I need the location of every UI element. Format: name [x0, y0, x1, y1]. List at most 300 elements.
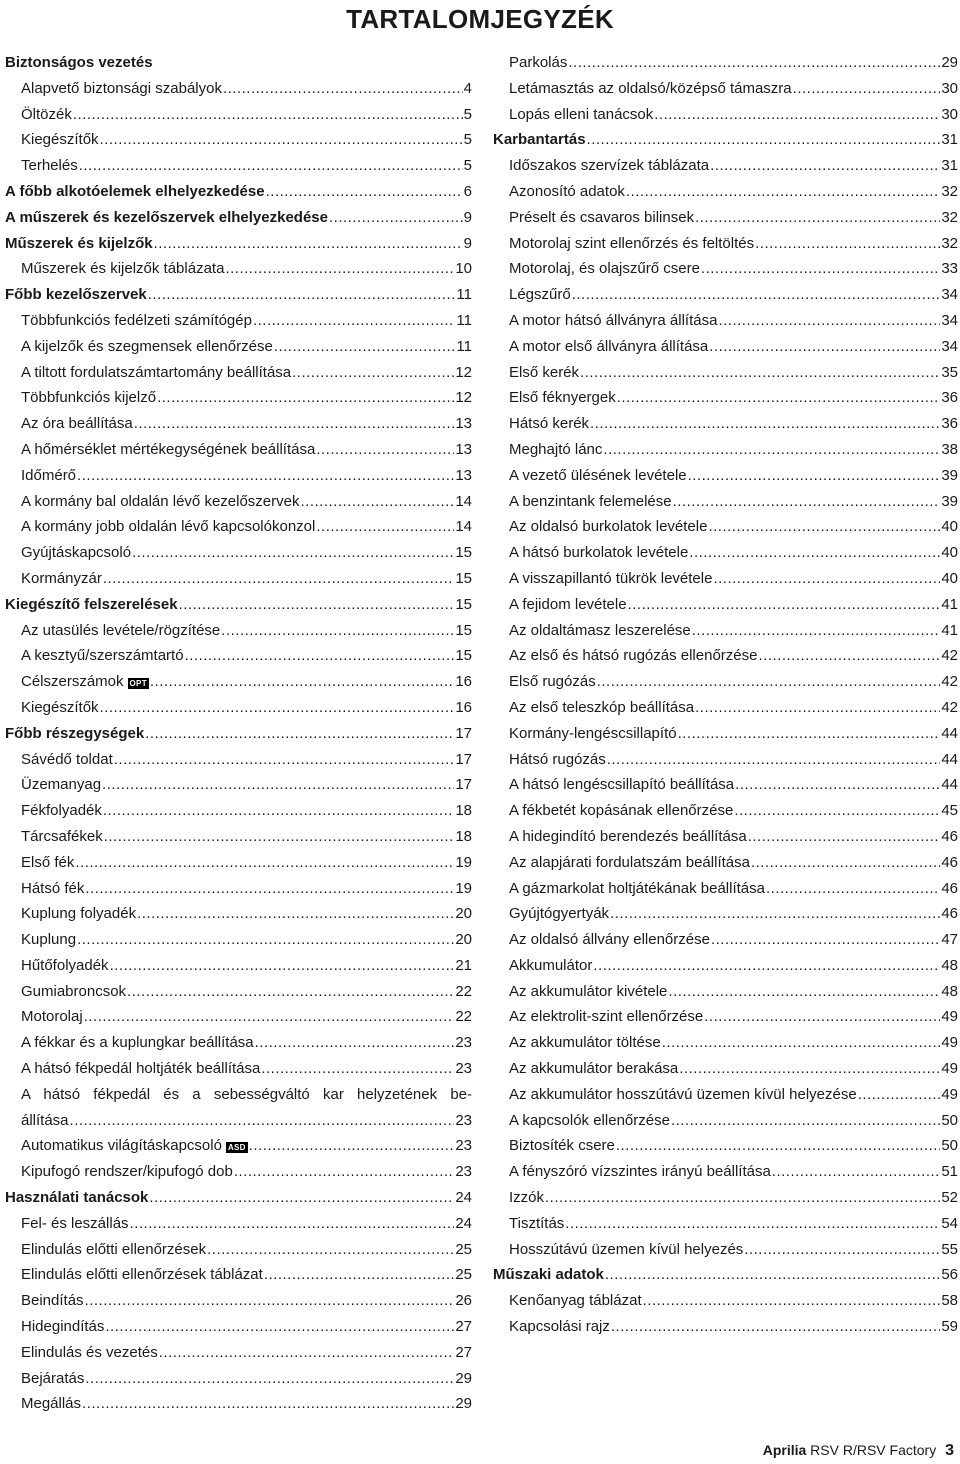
toc-entry[interactable]: [493, 231, 958, 257]
toc-entry[interactable]: [5, 411, 472, 437]
toc-entry[interactable]: [493, 334, 958, 360]
toc-page-number: 34: [941, 286, 958, 304]
toc-page-number: 47: [941, 931, 958, 949]
toc-page-number: 30: [941, 79, 958, 97]
toc-page-number: 23: [455, 1137, 472, 1155]
dot-leader: [127, 979, 454, 1005]
toc-entry-label: Kormány-lengéscsillapító: [509, 724, 677, 742]
toc-page-number: 29: [455, 1369, 472, 1387]
asd-badge-icon: ASD: [227, 1143, 246, 1153]
toc-page-number: 10: [455, 260, 472, 278]
toc-entry[interactable]: [493, 592, 958, 618]
toc-page-number: 48: [941, 956, 958, 974]
toc-entry-label: Gyújtáskapcsoló: [21, 544, 132, 562]
toc-entry[interactable]: [493, 824, 958, 850]
toc-page-number: 58: [941, 1292, 958, 1310]
toc-entry[interactable]: [493, 1004, 958, 1030]
toc-entry-label: Az akkumulátor kivétele: [509, 982, 668, 1000]
dot-leader: [70, 1108, 455, 1134]
toc-entry-label: Időmérő: [21, 466, 77, 484]
toc-entry[interactable]: [5, 127, 472, 153]
toc-page-number: 52: [941, 1189, 958, 1207]
toc-entry[interactable]: [5, 76, 472, 102]
toc-page-number: 15: [455, 647, 472, 665]
toc-page-number: 42: [941, 698, 958, 716]
dot-leader: [114, 747, 455, 773]
toc-entry-label: Az óra beállítása: [21, 415, 133, 433]
toc-entry[interactable]: [5, 1082, 472, 1134]
toc-entry[interactable]: [493, 927, 958, 953]
toc-entry-label: Kiegészítők: [21, 698, 99, 716]
toc-entry-label: Akkumulátor: [509, 956, 593, 974]
toc-entry[interactable]: [5, 927, 472, 953]
dot-leader: [568, 50, 940, 76]
toc-entry-label: Hosszútávú üzemen kívül helyezés: [509, 1240, 744, 1258]
toc-entry-label: A visszapillantó tükrök levétele: [509, 569, 713, 587]
dot-leader: [679, 1056, 940, 1082]
toc-entry[interactable]: [493, 901, 958, 927]
toc-entry[interactable]: [5, 1030, 472, 1056]
dot-leader: [300, 489, 454, 515]
dot-leader: [103, 566, 454, 592]
toc-entry-label: Beindítás: [21, 1292, 84, 1310]
toc-entry-label: Főbb kezelőszervek: [5, 286, 147, 304]
toc-entry[interactable]: [5, 824, 472, 850]
dot-leader: [148, 282, 456, 308]
toc-page-number: 13: [455, 440, 472, 458]
dot-leader: [587, 127, 941, 153]
toc-entry-label: Elindulás előtti ellenőrzések: [21, 1240, 207, 1258]
dot-leader: [85, 1366, 454, 1392]
toc-entry[interactable]: [5, 385, 472, 411]
toc-page-number: 22: [455, 1008, 472, 1026]
toc-entry[interactable]: [5, 437, 472, 463]
toc-entry-label: A műszerek és kezelőszervek elhelyezkedése: [5, 208, 328, 226]
toc-entry[interactable]: [5, 876, 472, 902]
toc-entry[interactable]: [493, 876, 958, 902]
toc-entry-label: Az oldaltámasz leszerelése: [509, 621, 691, 639]
toc-entry[interactable]: [493, 1288, 958, 1314]
dot-leader: [695, 695, 940, 721]
toc-entry-label: A fékkar és a kuplungkar beállítása: [21, 1034, 254, 1052]
toc-entry-label-line2: állítása: [21, 1111, 69, 1129]
toc-entry[interactable]: [493, 540, 958, 566]
toc-entry[interactable]: [493, 1030, 958, 1056]
dot-leader: [858, 1082, 941, 1108]
toc-page-number: 14: [455, 518, 472, 536]
toc-entry[interactable]: [5, 1056, 472, 1082]
dot-leader: [103, 798, 454, 824]
toc-page-number: 34: [941, 311, 958, 329]
toc-page-number: 24: [455, 1214, 472, 1232]
dot-leader: [709, 334, 940, 360]
toc-entry-label: Fékfolyadék: [21, 802, 102, 820]
toc-page-number: 40: [941, 544, 958, 562]
toc-entry-label: Alapvető biztonsági szabályok: [21, 79, 222, 97]
toc-page-number: 36: [941, 389, 958, 407]
toc-page-number: 51: [941, 1163, 958, 1181]
dot-leader: [253, 308, 455, 334]
toc-page-number: 32: [941, 234, 958, 252]
dot-leader: [701, 256, 940, 282]
toc-entry-label: Elindulás és vezetés: [21, 1343, 158, 1361]
dot-leader: [134, 411, 455, 437]
toc-entry-label: A hidegindító berendezés beállítása: [509, 827, 747, 845]
toc-entry-label: Első féknyergek: [509, 389, 616, 407]
dot-leader: [590, 411, 940, 437]
toc-entry-label: Az utasülés levétele/rögzítése: [21, 621, 221, 639]
toc-entry[interactable]: [493, 669, 958, 695]
toc-page-number: 45: [941, 802, 958, 820]
dot-leader: [607, 747, 941, 773]
toc-entry[interactable]: [493, 463, 958, 489]
toc-entry[interactable]: [493, 514, 958, 540]
dot-leader: [77, 463, 454, 489]
dot-leader: [157, 385, 454, 411]
dot-leader: [766, 876, 940, 902]
toc-entry-label-continued: [5, 1108, 472, 1134]
toc-entry-label: Lopás elleni tanácsok: [509, 105, 654, 123]
toc-page-number: 16: [455, 673, 472, 691]
toc-entry[interactable]: [493, 153, 958, 179]
toc-left-column: [5, 50, 472, 1417]
dot-leader: [605, 1262, 940, 1288]
toc-page-number: 26: [455, 1292, 472, 1310]
toc-page-number: 59: [941, 1318, 958, 1336]
toc-entry-label: Letámasztás az oldalsó/középső támaszra: [509, 79, 792, 97]
toc-entry-label: Az akkumulátor berakása: [509, 1060, 679, 1078]
toc-entry-label: Terhelés: [21, 157, 78, 175]
toc-page-number: 30: [941, 105, 958, 123]
dot-leader: [751, 850, 940, 876]
dot-leader: [274, 334, 456, 360]
toc-section-heading[interactable]: [5, 205, 472, 231]
toc-entry[interactable]: [5, 566, 472, 592]
toc-entry-label: Légszűrő: [509, 286, 571, 304]
toc-page-number: 46: [941, 879, 958, 897]
toc-entry[interactable]: [493, 256, 958, 282]
toc-page-number: 50: [941, 1111, 958, 1129]
toc-entry-label: A hátsó burkolatok levétele: [509, 544, 689, 562]
toc-entry-label: Parkolás: [509, 54, 568, 71]
dot-leader: [82, 1391, 454, 1417]
dot-leader: [673, 489, 941, 515]
toc-entry-label: Sávédő toldat: [21, 750, 113, 768]
toc-entry-label: A kapcsolók ellenőrzése: [509, 1111, 670, 1129]
toc-page-number: 25: [455, 1240, 472, 1258]
toc-entry[interactable]: [493, 1314, 958, 1340]
toc-page-number: 35: [941, 363, 958, 381]
toc-entry[interactable]: [5, 489, 472, 515]
toc-entry[interactable]: [5, 772, 472, 798]
toc-page-number: 18: [455, 827, 472, 845]
toc-entry-label: Kapcsolási rajz: [509, 1318, 610, 1336]
toc-page-number: 23: [455, 1034, 472, 1052]
toc-entry-label: Bejáratás: [21, 1369, 85, 1387]
dot-leader: [735, 772, 940, 798]
toc-entry-label: Többfunkciós kijelző: [21, 389, 157, 407]
toc-entry[interactable]: [5, 1262, 472, 1288]
dot-leader: [580, 360, 940, 386]
dot-leader: [603, 437, 940, 463]
toc-entry[interactable]: [5, 1366, 472, 1392]
toc-page-number: 50: [941, 1137, 958, 1155]
toc-entry[interactable]: [5, 1237, 472, 1263]
toc-page-number: 11: [456, 311, 472, 329]
toc-entry[interactable]: [493, 953, 958, 979]
toc-section-heading[interactable]: [493, 127, 958, 153]
toc-entry-label: Automatikus világításkapcsoló: [21, 1137, 222, 1155]
toc-entry[interactable]: [5, 256, 472, 282]
dot-leader: [758, 643, 940, 669]
dot-leader: [708, 514, 940, 540]
toc-entry[interactable]: [493, 695, 958, 721]
toc-entry[interactable]: [493, 1133, 958, 1159]
toc-entry-label: Kipufogó rendszer/kipufogó dob: [21, 1163, 233, 1181]
toc-entry[interactable]: [5, 1288, 472, 1314]
toc-section-heading[interactable]: [493, 1262, 958, 1288]
dot-leader: [671, 1108, 940, 1134]
toc-page-number: 44: [941, 724, 958, 742]
toc-entry-label: Első fék: [21, 853, 75, 871]
toc-entry-label: Az oldalsó állvány ellenőrzése: [509, 931, 710, 949]
toc-entry-label: Az első és hátsó rugózás ellenőrzése: [509, 647, 758, 665]
dot-leader: [132, 540, 454, 566]
toc-entry-label: Használati tanácsok: [5, 1189, 149, 1207]
toc-entry[interactable]: [493, 979, 958, 1005]
dot-leader: [185, 643, 455, 669]
toc-page-number: 46: [941, 853, 958, 871]
toc-page-number: 12: [455, 363, 472, 381]
toc-page-number: 22: [455, 982, 472, 1000]
toc-entry[interactable]: [493, 643, 958, 669]
toc-page-number: 34: [941, 337, 958, 355]
toc-entry[interactable]: [5, 463, 472, 489]
toc-entry[interactable]: [493, 618, 958, 644]
footer-brand: Aprilia: [762, 1442, 807, 1458]
toc-page-number: 24: [455, 1189, 472, 1207]
toc-entry-label: Kenőanyag táblázat: [509, 1292, 642, 1310]
dot-leader: [616, 1133, 940, 1159]
toc-section-heading[interactable]: [5, 282, 472, 308]
toc-entry[interactable]: [5, 953, 472, 979]
toc-entry[interactable]: [5, 308, 472, 334]
footer-model: RSV R/RSV Factory: [810, 1442, 937, 1458]
toc-entry[interactable]: [5, 669, 472, 695]
toc-page-number: 40: [941, 518, 958, 536]
toc-page-number: 32: [941, 208, 958, 226]
toc-page-number: 11: [456, 337, 472, 355]
dot-leader: [734, 798, 940, 824]
toc-page-number: 33: [941, 260, 958, 278]
toc-entry[interactable]: [493, 772, 958, 798]
toc-page-number: 14: [455, 492, 472, 510]
toc-entry[interactable]: [5, 514, 472, 540]
toc-entry-label: A fényszóró vízszintes irányú beállítása: [509, 1163, 771, 1181]
dot-leader: [292, 360, 454, 386]
dot-leader: [100, 695, 455, 721]
toc-page-number: 56: [941, 1266, 958, 1284]
toc-entry[interactable]: [5, 1133, 472, 1159]
toc-page-number: 5: [463, 105, 472, 123]
toc-entry[interactable]: [493, 798, 958, 824]
dot-leader: [234, 1159, 454, 1185]
toc-entry[interactable]: [5, 360, 472, 386]
toc-entry[interactable]: [493, 385, 958, 411]
dot-leader: [264, 1262, 455, 1288]
toc-entry[interactable]: [493, 179, 958, 205]
toc-page-number: 23: [455, 1111, 472, 1129]
dot-leader: [688, 463, 941, 489]
toc-entry[interactable]: [5, 1314, 472, 1340]
toc-entry[interactable]: [493, 1211, 958, 1237]
toc-page-number: 44: [941, 776, 958, 794]
toc-entry[interactable]: [5, 1159, 472, 1185]
dot-leader: [223, 76, 463, 102]
toc-entry-label: Gyújtógyertyák: [509, 905, 610, 923]
toc-entry[interactable]: [493, 205, 958, 231]
toc-entry-label: A motor első állványra állítása: [509, 337, 709, 355]
toc-entry[interactable]: [493, 50, 958, 76]
toc-page-number: 49: [941, 1034, 958, 1052]
toc-entry-label: A kormány bal oldalán lévő kezelőszervek: [21, 492, 300, 510]
toc-entry[interactable]: [5, 1004, 472, 1030]
toc-page-number: 15: [455, 569, 472, 587]
toc-entry-label: A benzintank felemelése: [509, 492, 672, 510]
toc-entry[interactable]: [5, 1391, 472, 1417]
opt-badge-icon: OPT: [129, 679, 147, 689]
toc-entry[interactable]: [5, 618, 472, 644]
toc-entry[interactable]: [5, 798, 472, 824]
toc-entry-label: Motorolaj: [21, 1008, 83, 1026]
dot-leader: [710, 153, 940, 179]
toc-entry[interactable]: [493, 76, 958, 102]
toc-page-number: 54: [941, 1214, 958, 1232]
toc-page-number: 46: [941, 905, 958, 923]
toc-page-number: 6: [463, 182, 472, 200]
toc-section-heading[interactable]: [5, 721, 472, 747]
page-title: TARTALOMJEGYZÉK: [346, 4, 614, 34]
dot-leader: [261, 1056, 454, 1082]
toc-entry-label: A tiltott fordulatszámtartomány beállítása: [21, 363, 292, 381]
dot-leader: [772, 1159, 941, 1185]
toc-entry[interactable]: [5, 695, 472, 721]
toc-entry[interactable]: [493, 1082, 958, 1108]
toc-page-number: 39: [941, 492, 958, 510]
toc-entry[interactable]: [5, 643, 472, 669]
toc-page-number: 20: [455, 905, 472, 923]
toc-section-heading[interactable]: [5, 50, 472, 76]
toc-entry[interactable]: [493, 411, 958, 437]
toc-section-heading[interactable]: [5, 231, 472, 257]
toc-entry[interactable]: [493, 850, 958, 876]
toc-entry[interactable]: [493, 721, 958, 747]
toc-entry[interactable]: [5, 1211, 472, 1237]
toc-section-heading[interactable]: [5, 592, 472, 618]
toc-section-heading[interactable]: [5, 179, 472, 205]
toc-entry-label: Tárcsafékek: [21, 827, 103, 845]
toc-entry[interactable]: [5, 901, 472, 927]
dot-leader: [668, 979, 940, 1005]
toc-entry[interactable]: [493, 102, 958, 128]
dot-leader: [316, 437, 454, 463]
toc-entry[interactable]: [5, 102, 472, 128]
toc-entry-label: Izzók: [509, 1189, 545, 1207]
toc-page-number: 18: [455, 802, 472, 820]
toc-entry-label: Hátsó fék: [21, 879, 85, 897]
dot-leader: [628, 592, 941, 618]
toc-page-number: 27: [455, 1343, 472, 1361]
toc-page-number: 15: [455, 621, 472, 639]
toc-page-number: 13: [455, 466, 472, 484]
toc-right-column: [493, 50, 958, 1340]
toc-page-number: 31: [941, 131, 958, 149]
toc-entry[interactable]: [5, 153, 472, 179]
toc-page-number: 42: [941, 673, 958, 691]
footer-page-number: 3: [945, 1442, 954, 1459]
toc-page-number: 41: [941, 595, 958, 613]
toc-entry[interactable]: [493, 282, 958, 308]
dot-leader: [110, 953, 455, 979]
toc-entry[interactable]: [493, 747, 958, 773]
dot-leader: [565, 1211, 940, 1237]
toc-entry-label: Az elektrolit-szint ellenőrzése: [509, 1008, 704, 1026]
toc-entry[interactable]: [493, 566, 958, 592]
toc-page-number: 17: [455, 776, 472, 794]
toc-entry-label: Az alapjárati fordulatszám beállítása: [509, 853, 750, 871]
dot-leader: [713, 566, 940, 592]
toc-entry[interactable]: [493, 437, 958, 463]
toc-page-number: 15: [455, 595, 472, 613]
toc-entry[interactable]: [493, 1237, 958, 1263]
dot-leader: [79, 153, 463, 179]
toc-entry[interactable]: [5, 850, 472, 876]
toc-entry-label: A motor hátsó állványra állítása: [509, 311, 718, 329]
dot-leader: [316, 514, 454, 540]
dot-leader: [704, 1004, 940, 1030]
toc-entry[interactable]: [5, 1340, 472, 1366]
toc-page-number: 23: [455, 1163, 472, 1181]
toc-entry[interactable]: [493, 489, 958, 515]
dot-leader: [793, 76, 941, 102]
toc-entry[interactable]: [493, 1056, 958, 1082]
toc-entry-label: Kuplung folyadék: [21, 905, 137, 923]
toc-entry[interactable]: [493, 360, 958, 386]
toc-section-heading[interactable]: [5, 1185, 472, 1211]
dot-leader: [626, 179, 940, 205]
toc-entry-label: Motorolaj, és olajszűrő csere: [509, 260, 700, 278]
toc-entry-label: Műszaki adatok: [493, 1266, 604, 1284]
toc-entry-label: A főbb alkotóelemek elhelyezkedése: [5, 182, 265, 200]
toc-entry[interactable]: [5, 540, 472, 566]
toc-entry-label: A hátsó lengéscsillapító beállítása: [509, 776, 735, 794]
toc-entry-label: Préselt és csavaros bilinsek: [509, 208, 695, 226]
dot-leader: [137, 901, 454, 927]
toc-entry-label: Megállás: [21, 1395, 82, 1413]
dot-leader: [221, 618, 454, 644]
toc-entry[interactable]: [5, 334, 472, 360]
toc-entry[interactable]: [5, 747, 472, 773]
toc-entry-label: Biztosíték csere: [509, 1137, 615, 1155]
toc-entry[interactable]: [493, 1159, 958, 1185]
toc-entry[interactable]: [5, 979, 472, 1005]
toc-entry[interactable]: [493, 1108, 958, 1134]
toc-entry[interactable]: [493, 1185, 958, 1211]
toc-entry-label: Főbb részegységek: [5, 724, 145, 742]
toc-entry-label: Kuplung: [21, 931, 77, 949]
toc-page-number: 21: [455, 956, 472, 974]
toc-entry[interactable]: [493, 308, 958, 334]
